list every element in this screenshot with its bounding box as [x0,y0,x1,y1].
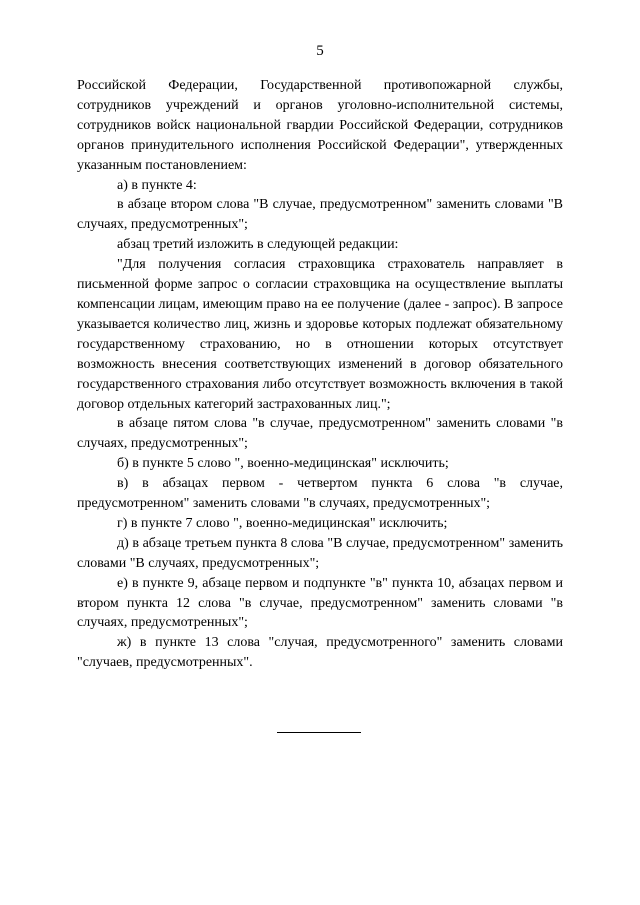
paragraph-item-d: д) в абзаце третьем пункта 8 слова "В случае, предусмотренном" заменить словами "В случаях, предусмотренных"; [77,535,563,571]
paragraph-item-v: в) в абзацах первом - четвертом пункта 6 слова "в случае, предусмотренном" заменить словами "в случаях, предусмотренных"; [77,476,563,512]
paragraph-item-g: г) в пункте 7 слово ", военно-медицинская" исключить; [117,515,448,531]
paragraph-item-e: е) в пункте 9, абзаце первом и подпункте "в" пункта 10, абзацах первом и втором пункта 12 слова "в случае, предусмотренном" заменить словами "в случаях, предусмотренных"; [77,575,563,631]
page-number: 5 [316,43,324,59]
paragraph-item-a-third: абзац третий изложить в следующей редакции: [117,237,399,253]
paragraph-continuation: Российской Федерации, Государственной противопожарной службы, сотрудников учреждений и органов уголовно-исполнительной системы, сотрудников войск национальной гвардии Российской Федерации, сотрудников органов принудительного исполнения Российской Федерации", утвержденных указанным постановлением: [77,78,563,173]
paragraph-item-b: б) в пункте 5 слово ", военно-медицинская" исключить; [117,456,449,472]
document-body [77,76,563,673]
paragraph-item-zh: ж) в пункте 13 слова "случая, предусмотренного" заменить словами "случаев, предусмотренных". [77,635,563,671]
paragraph-quoted-text: "Для получения согласия страховщика страхователь направляет в письменной форме запрос о согласии страховщика на осуществление выплаты компенсации лицам, имеющим право на ее получение (далее - запрос). В запросе указывается количество лиц, жизнь и здоровье которых подлежат обязательному государственному страхованию, но в отношении которых отсутствует возможность внесения соответствующих изменений в договор обязательного государственного страхования либо отсутствует возможность включения в такой договор отдельных категорий застрахованных лиц."; [77,257,563,412]
paragraph-item-a-fifth: в абзаце пятом слова "в случае, предусмотренном" заменить словами "в случаях, предусмотренных"; [77,416,563,452]
end-rule [277,732,361,733]
paragraph-item-a: а) в пункте 4: [117,177,197,193]
paragraph-item-a-second: в абзаце втором слова "В случае, предусмотренном" заменить словами "В случаях, предусмотренных"; [77,197,563,233]
